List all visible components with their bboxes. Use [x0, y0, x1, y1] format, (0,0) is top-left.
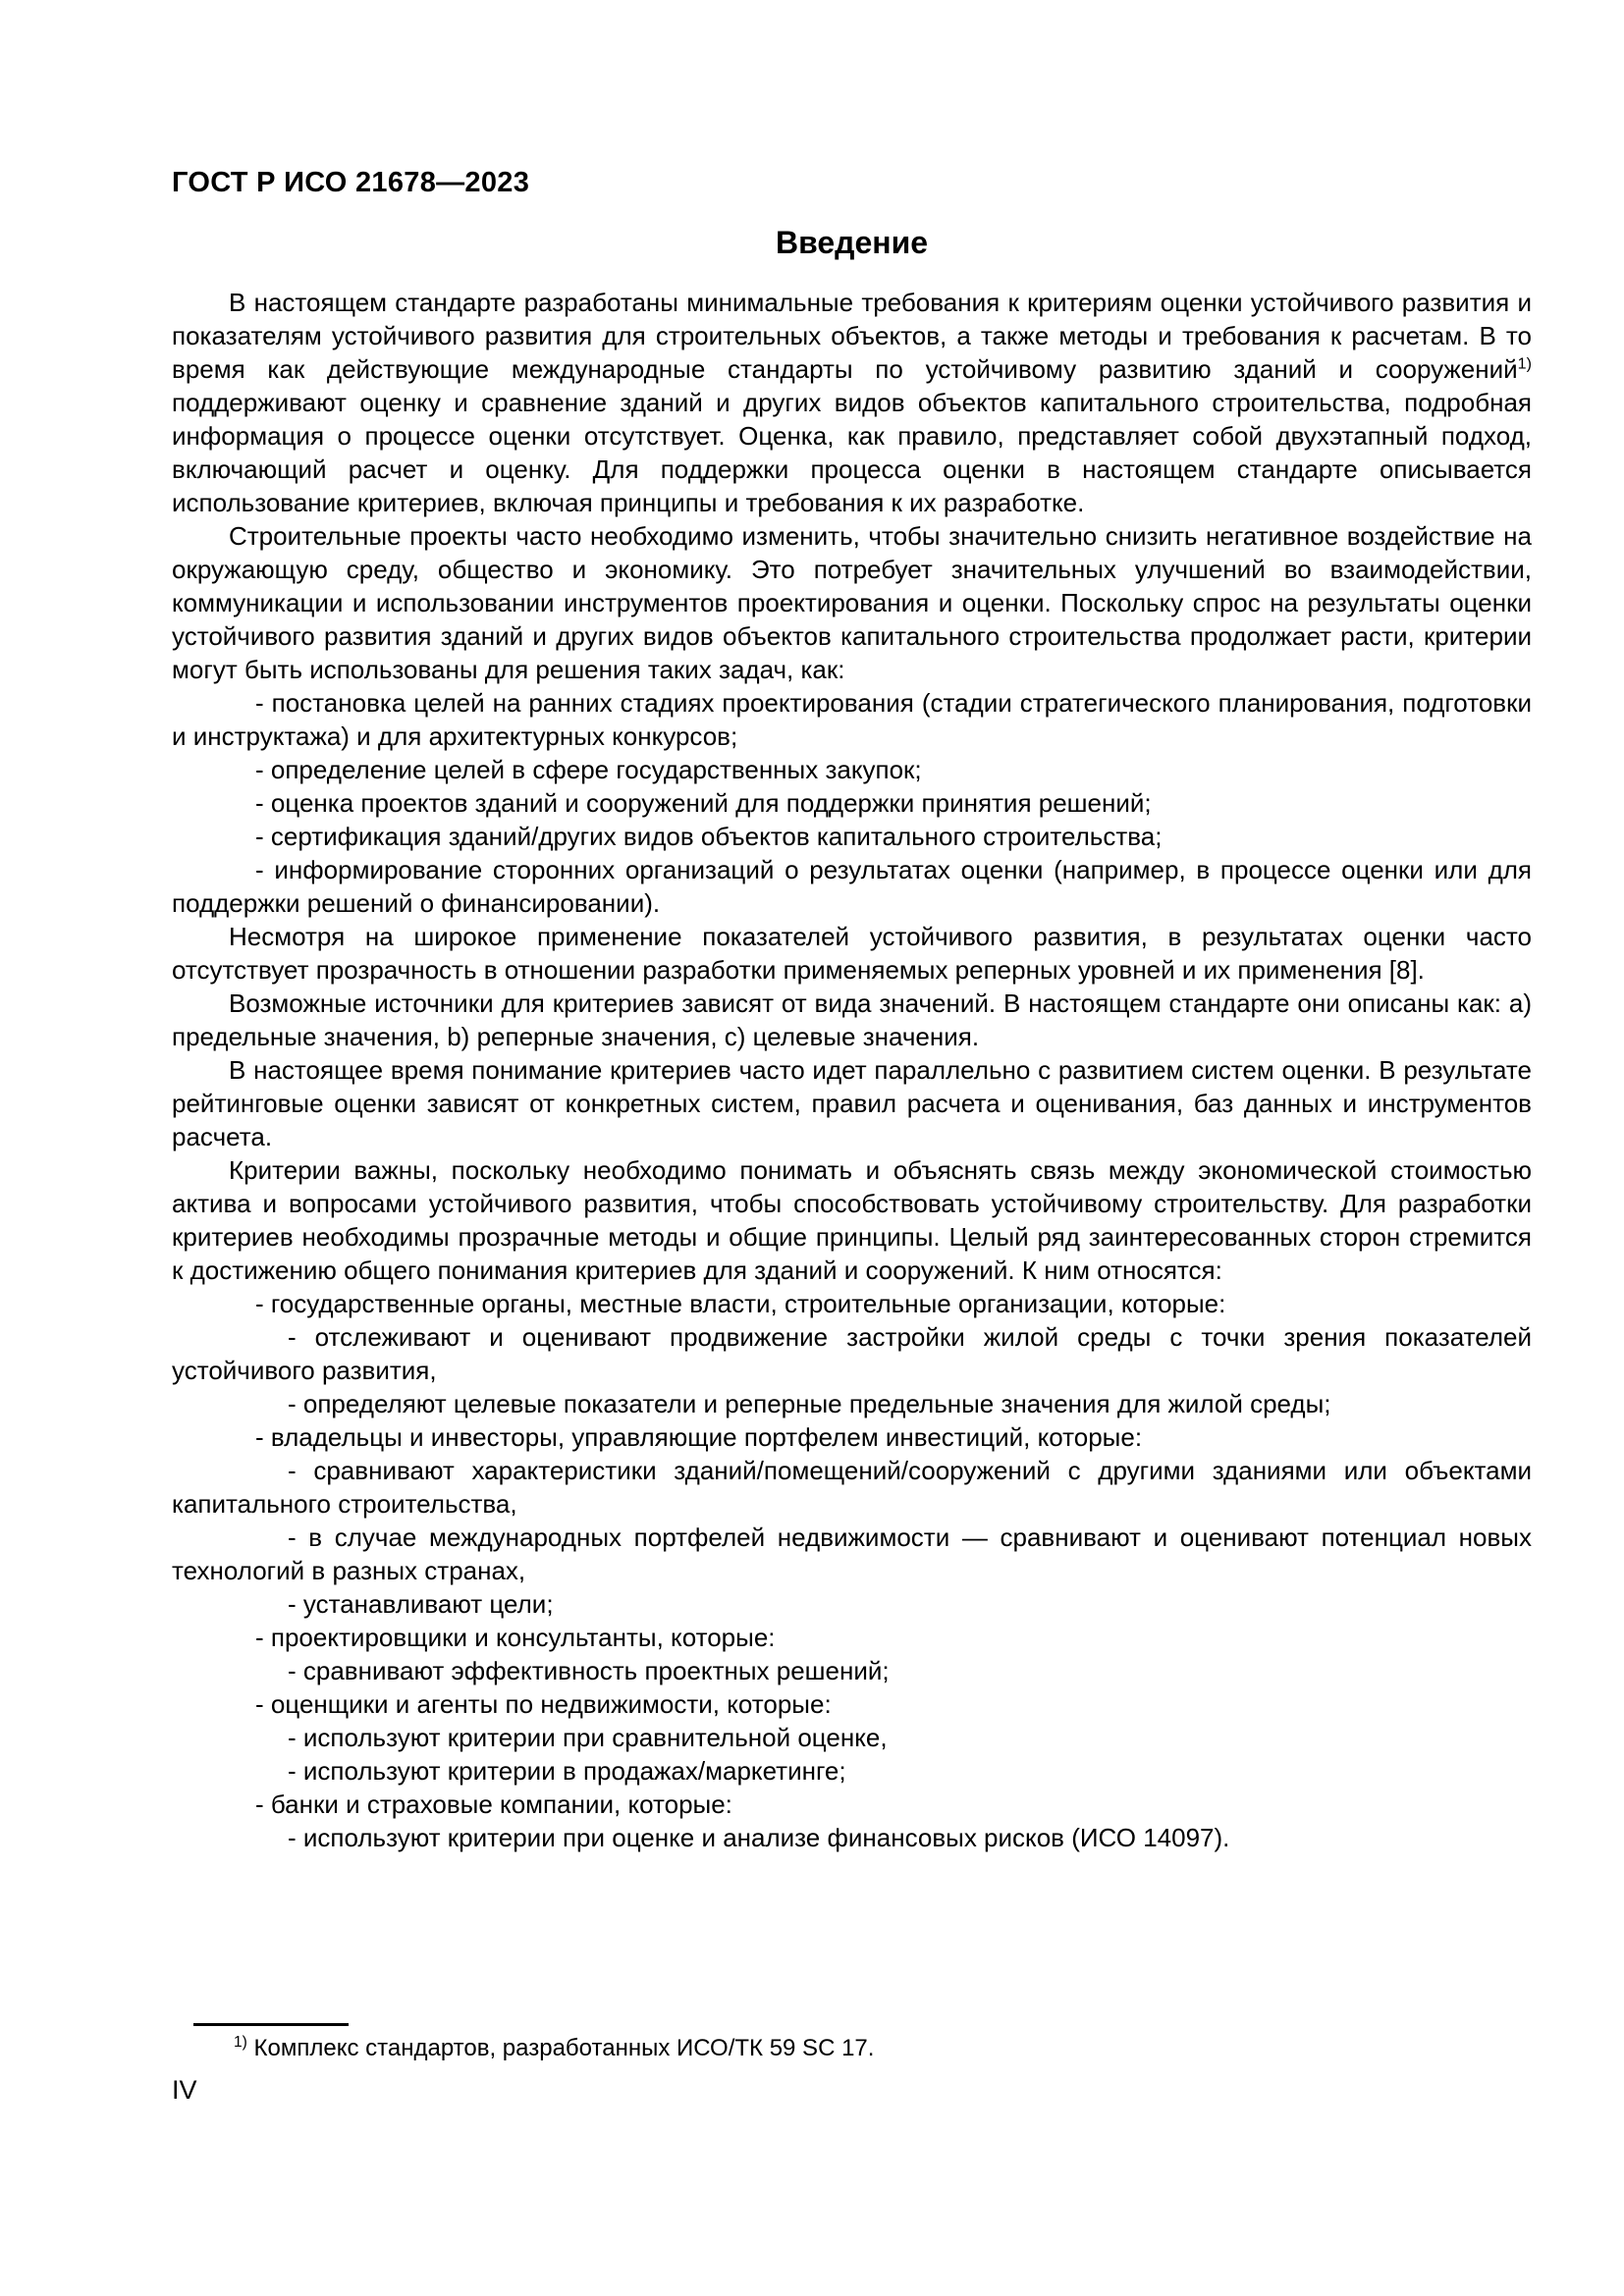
paragraph-3: Несмотря на широкое применение показателей устойчивого развития, в результатах оценки часто отсутствует прозрачность в отношении разработки применяемых реперных уровней и их применения [8]. [172, 922, 1532, 985]
task-item-3: - оценка проектов зданий и сооружений для поддержки принятия решений; [255, 788, 1152, 818]
stakeholder-subitem: - определяют целевые показатели и реперные предельные значения для жилой среды; [288, 1389, 1331, 1418]
paragraph-6: Критерии важны, поскольку необходимо понимать и объяснять связь между экономической стоимостью актива и вопросами устойчивого развития, чтобы способствовать устойчивому строительству. Для разработки критериев необходимы прозрачные методы и общие принципы. Целый ряд заинтересованных сторон стремится к достижению общего понимания критериев для зданий и сооружений. К ним относятся: [172, 1155, 1532, 1285]
footnote-text: Комплекс стандартов, разработанных ИСО/ТК 59 SC 17. [246, 2035, 875, 2061]
task-item-4: - сертификация зданий/других видов объектов капитального строительства; [255, 822, 1163, 851]
footnote-separator [193, 2023, 349, 2026]
stakeholder-item-4: - оценщики и агенты по недвижимости, которые: [255, 1689, 832, 1719]
introduction-body [172, 286, 1532, 1854]
footnote-ref-1: 1) [1517, 354, 1532, 373]
stakeholder-subitem: - в случае международных портфелей недвижимости — сравнивают и оценивают потенциал новых технологий в разных странах, [172, 1522, 1532, 1585]
stakeholder-subitem: - отслеживают и оценивают продвижение застройки жилой среды с точки зрения показателей устойчивого развития, [172, 1322, 1532, 1385]
stakeholder-subitem: - используют критерии при сравнительной оценке, [288, 1723, 888, 1752]
stakeholder-subitem: - сравнивают характеристики зданий/помещений/сооружений с другими зданиями или объектами капитального строительства, [172, 1456, 1532, 1519]
paragraph-2: Строительные проекты часто необходимо изменить, чтобы значительно снизить негативное воздействие на окружающую среду, общество и экономику. Это потребует значительных улучшений во взаимодействии, коммуникации и использовании инструментов проектирования и оценки. Поскольку спрос на результаты оценки устойчивого развития зданий и других видов объектов капитального строительства продолжает расти, критерии могут быть использованы для решения таких задач, как: [172, 521, 1532, 684]
paragraph-4: Возможные источники для критериев зависят от вида значений. В настоящем стандарте они описаны как: a) предельные значения, b) реперные значения, c) целевые значения. [172, 988, 1532, 1051]
stakeholder-item-5: - банки и страховые компании, которые: [255, 1789, 732, 1819]
stakeholder-item-2: - владельцы и инвесторы, управляющие портфелем инвестиций, которые: [255, 1422, 1143, 1452]
stakeholder-item-1: - государственные органы, местные власти, строительные организации, которые: [255, 1289, 1226, 1318]
paragraph-1-text: В настоящем стандарте разработаны минимальные требования к критериям оценки устойчивого развития и показателям устойчивого развития для строительных объектов, а также методы и требования к расчетам. В то время как действующие международные стандарты по устойчивому развитию зданий и сооружений [172, 288, 1532, 384]
paragraph-1-text-continued: поддерживают оценку и сравнение зданий и других видов объектов капитального строительства, подробная информация о процессе оценки отсутствует. Оценка, как правило, представляет собой двухэтапный подход, включающий расчет и оценку. Для поддержки процесса оценки в настоящем стандарте описывается использование критериев, включая принципы и требования к их разработке. [172, 388, 1532, 517]
task-item-2: - определение целей в сфере государственных закупок; [255, 755, 922, 784]
footnote-marker: 1) [234, 2034, 247, 2051]
paragraph-1 [172, 286, 1532, 519]
stakeholder-item-3: - проектировщики и консультанты, которые: [255, 1623, 776, 1652]
stakeholder-subitem: - используют критерии при оценке и анализе финансовых рисков (ИСО 14097). [288, 1823, 1230, 1852]
section-title: Введение [775, 225, 929, 260]
stakeholder-subitem: - используют критерии в продажах/маркетинге; [288, 1756, 846, 1786]
footnote [172, 2034, 1532, 2063]
task-item-5: - информирование сторонних организаций о результатах оценки (например, в процессе оценки или для поддержки решений о финансировании). [172, 855, 1532, 918]
page-number: IV [172, 2075, 197, 2105]
stakeholder-subitem: - устанавливают цели; [288, 1589, 554, 1619]
paragraph-5: В настоящее время понимание критериев часто идет параллельно с развитием систем оценки. В результате рейтинговые оценки зависят от конкретных систем, правил расчета и оценивания, баз данных и инструментов расчета. [172, 1055, 1532, 1151]
stakeholder-subitem: - сравнивают эффективность проектных решений; [288, 1656, 890, 1685]
standard-designation: ГОСТ Р ИСО 21678—2023 [172, 167, 530, 198]
task-item-1: - постановка целей на ранних стадиях проектирования (стадии стратегического планирования, подготовки и инструктажа) и для архитектурных конкурсов; [172, 688, 1532, 751]
